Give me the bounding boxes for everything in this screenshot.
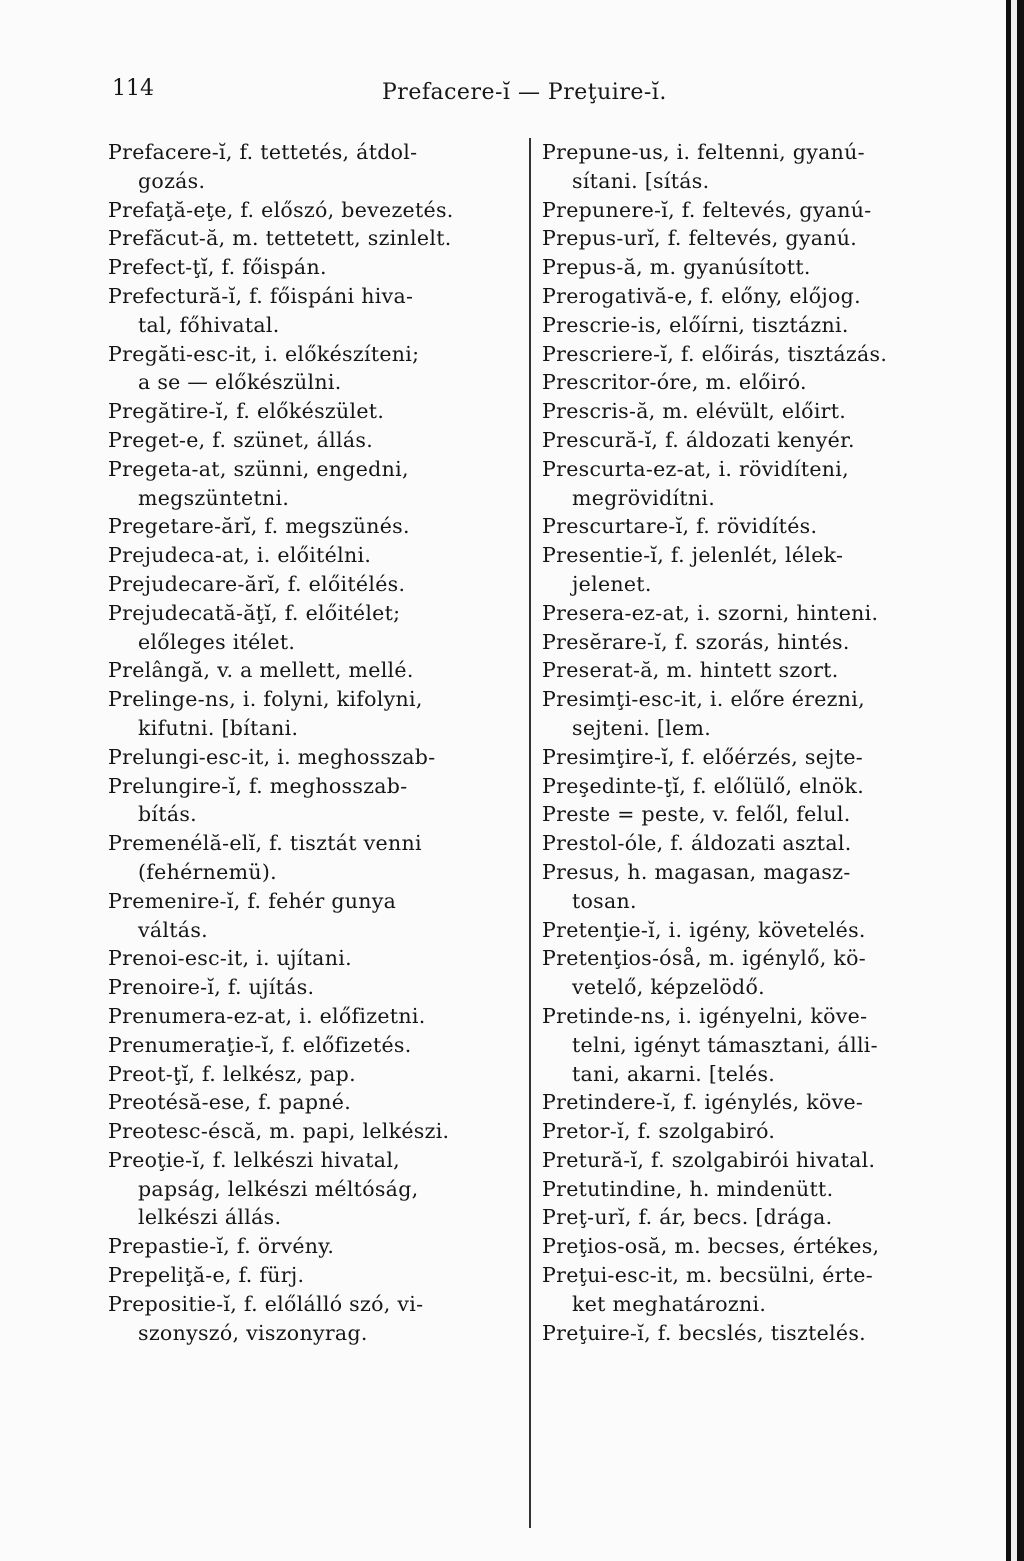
entry-line: Presimţi-esc-it, i. előre érezni, bbox=[542, 687, 865, 712]
entry-line: Pretenţie-ĭ, i. igény, követelés. bbox=[542, 917, 866, 942]
entry-line: tani, akarni. [telés. bbox=[572, 1061, 776, 1086]
entry-line: Pregăti-esc-it, i. előkészíteni; bbox=[108, 341, 420, 366]
entry-line: lelkészi állás. bbox=[138, 1205, 282, 1230]
entry-line: Prescrie-is, előírni, tisztázni. bbox=[542, 312, 849, 337]
entry-line: Pretutindine, h. mindenütt. bbox=[542, 1176, 834, 1201]
entry-line: sejteni. [lem. bbox=[572, 715, 712, 740]
entry-line: Presus, h. magasan, magasz- bbox=[542, 859, 851, 884]
entry-line: Prejudecată-ăţĭ, f. előitélet; bbox=[108, 600, 401, 625]
entry-line: Prepunere-ĭ, f. feltevés, gyanú- bbox=[542, 197, 872, 222]
entry-line: Prescurta-ez-at, i. rövidíteni, bbox=[542, 456, 849, 481]
entry-line: Preotesc-éscă, m. papi, lelkészi. bbox=[108, 1119, 450, 1144]
entry-line: Preot-ţĭ, f. lelkész, pap. bbox=[108, 1061, 356, 1086]
entry-line: Presentie-ĭ, f. jelenlét, lélek- bbox=[542, 543, 844, 568]
entry-line: Prepastie-ĭ, f. örvény. bbox=[108, 1234, 335, 1259]
entry-line: Prerogativă-e, f. előny, előjog. bbox=[542, 283, 861, 308]
entry-line: Presimţire-ĭ, f. előérzés, sejte- bbox=[542, 744, 864, 769]
entry-line: a se — előkészülni. bbox=[138, 370, 342, 395]
entry-line: Prepune-us, i. feltenni, gyanú- bbox=[542, 140, 865, 164]
entry-line: Prefect-ţĭ, f. főispán. bbox=[108, 255, 327, 280]
entry-line: Pregătire-ĭ, f. előkészület. bbox=[108, 399, 385, 424]
entry-line: Prejudeca-at, i. előitélni. bbox=[108, 543, 372, 568]
entry-line: előleges itélet. bbox=[138, 629, 296, 654]
entry-line: Prescriere-ĭ, f. előirás, tisztázás. bbox=[542, 341, 888, 366]
entry-line: Prescritor-óre, m. előiró. bbox=[542, 370, 807, 395]
entry-line: bítás. bbox=[138, 802, 197, 827]
entry-line: Pregeta-at, szünni, engedni, bbox=[108, 456, 409, 481]
entry-line: Presĕrare-ĭ, f. szorás, hintés. bbox=[542, 629, 850, 654]
entry-line: Pretinde-ns, i. igényelni, köve- bbox=[542, 1003, 868, 1028]
running-head: Prefacere-ĭ — Preţuire-ĭ. bbox=[382, 80, 667, 105]
entry-line: Prenoire-ĭ, f. ujítás. bbox=[108, 975, 315, 1000]
entry-line: Preţui-esc-it, m. becsülni, érte- bbox=[542, 1263, 873, 1288]
entry-line: Preţios-osă, m. becses, értékes, bbox=[542, 1234, 880, 1259]
entry-line: Prescris-ă, m. elévült, előirt. bbox=[542, 399, 847, 424]
entry-line: Pregetare-ărĭ, f. megszünés. bbox=[108, 514, 410, 539]
entry-line: Premenire-ĭ, f. fehér gunya bbox=[108, 888, 397, 913]
entry-line: Prejudecare-ărĭ, f. előitélés. bbox=[108, 571, 406, 596]
entry-line: Prenumeraţie-ĭ, f. előfizetés. bbox=[108, 1032, 412, 1057]
left-column bbox=[108, 138, 522, 1347]
page-header bbox=[112, 76, 912, 116]
entry-line: megszüntetni. bbox=[138, 485, 290, 510]
scan-edge-highlight bbox=[1011, 0, 1017, 1561]
entry-line: Prescură-ĭ, f. áldozati kenyér. bbox=[542, 427, 855, 452]
entry-line: Preţuire-ĭ, f. becslés, tisztelés. bbox=[542, 1320, 866, 1345]
entry-line: ket meghatározni. bbox=[572, 1291, 767, 1316]
entry-line: Preget-e, f. szünet, állás. bbox=[108, 427, 374, 452]
entry-line: Preoţie-ĭ, f. lelkészi hivatal, bbox=[108, 1147, 400, 1172]
page-number: 114 bbox=[112, 76, 154, 101]
entry-line: papság, lelkészi méltóság, bbox=[138, 1176, 419, 1201]
entry-line: Prepus-ă, m. gyanúsított. bbox=[542, 255, 811, 280]
entry-line: Prestol-óle, f. áldozati asztal. bbox=[542, 831, 852, 856]
entry-line: váltás. bbox=[138, 917, 208, 942]
entry-line: Prelungi-esc-it, i. meghosszab- bbox=[108, 744, 436, 769]
entry-line: gozás. bbox=[138, 168, 206, 193]
entry-line: Pretindere-ĭ, f. igénylés, köve- bbox=[542, 1090, 864, 1115]
entry-line: Pretenţios-óså, m. igénylő, kö- bbox=[542, 946, 866, 971]
entry-line: Premenélă-elĭ, f. tisztát venni bbox=[108, 831, 422, 856]
entry-line: Prenoi-esc-it, i. ujítani. bbox=[108, 946, 352, 971]
entry-line: tosan. bbox=[572, 888, 637, 913]
entry-line: Prenumera-ez-at, i. előfizetni. bbox=[108, 1003, 426, 1028]
entry-line: Prefacere-ĭ, f. tettetés, átdol- bbox=[108, 140, 418, 164]
entry-line: telni, igényt támasztani, álli- bbox=[572, 1032, 878, 1057]
entry-line: sítani. [sítás. bbox=[572, 168, 710, 193]
entry-line: (fehérnemü). bbox=[138, 859, 277, 884]
entry-line: tal, főhivatal. bbox=[138, 312, 280, 337]
entry-line: Prelungire-ĭ, f. meghosszab- bbox=[108, 773, 408, 798]
entry-line: Prelinge-ns, i. folyni, kifolyni, bbox=[108, 687, 423, 712]
entry-line: Preserat-ă, m. hintett szort. bbox=[542, 658, 839, 683]
entry-line: Prepositie-ĭ, f. előlálló szó, vi- bbox=[108, 1291, 424, 1316]
right-column bbox=[542, 138, 967, 1347]
entry-line: vetelő, képzelödő. bbox=[572, 975, 765, 1000]
entry-line: Preotésă-ese, f. papné. bbox=[108, 1090, 352, 1115]
entry-line: Preţ-urĭ, f. ár, becs. [drága. bbox=[542, 1205, 833, 1230]
entry-line: Prepus-urĭ, f. feltevés, gyanú. bbox=[542, 226, 858, 251]
entry-line: kifutni. [bítani. bbox=[138, 715, 299, 740]
entry-line: Prefaţă-eţe, f. előszó, bevezetés. bbox=[108, 197, 454, 222]
column-divider bbox=[529, 138, 531, 1528]
entry-line: Prescurtare-ĭ, f. rövidítés. bbox=[542, 514, 818, 539]
entry-line: Prepeliţă-e, f. fürj. bbox=[108, 1263, 305, 1288]
entry-line: Prelângă, v. a mellett, mellé. bbox=[108, 658, 414, 683]
entry-line: Presera-ez-at, i. szorni, hinteni. bbox=[542, 600, 879, 625]
entry-line: jelenet. bbox=[572, 571, 652, 596]
entry-line: Prefăcut-ă, m. tettetett, szinlelt. bbox=[108, 226, 452, 251]
entry-line: Pretură-ĭ, f. szolgabirói hivatal. bbox=[542, 1147, 876, 1172]
entry-line: megrövidítni. bbox=[572, 485, 716, 510]
entry-line: Pretor-ĭ, f. szolgabiró. bbox=[542, 1119, 776, 1144]
entry-line: Preşedinte-ţĭ, f. előlülő, elnök. bbox=[542, 773, 865, 798]
entry-line: Prefectură-ĭ, f. főispáni hiva- bbox=[108, 283, 414, 308]
entry-line: szonyszó, viszonyrag. bbox=[138, 1320, 368, 1345]
entry-line: Preste = peste, v. felől, felul. bbox=[542, 802, 851, 827]
